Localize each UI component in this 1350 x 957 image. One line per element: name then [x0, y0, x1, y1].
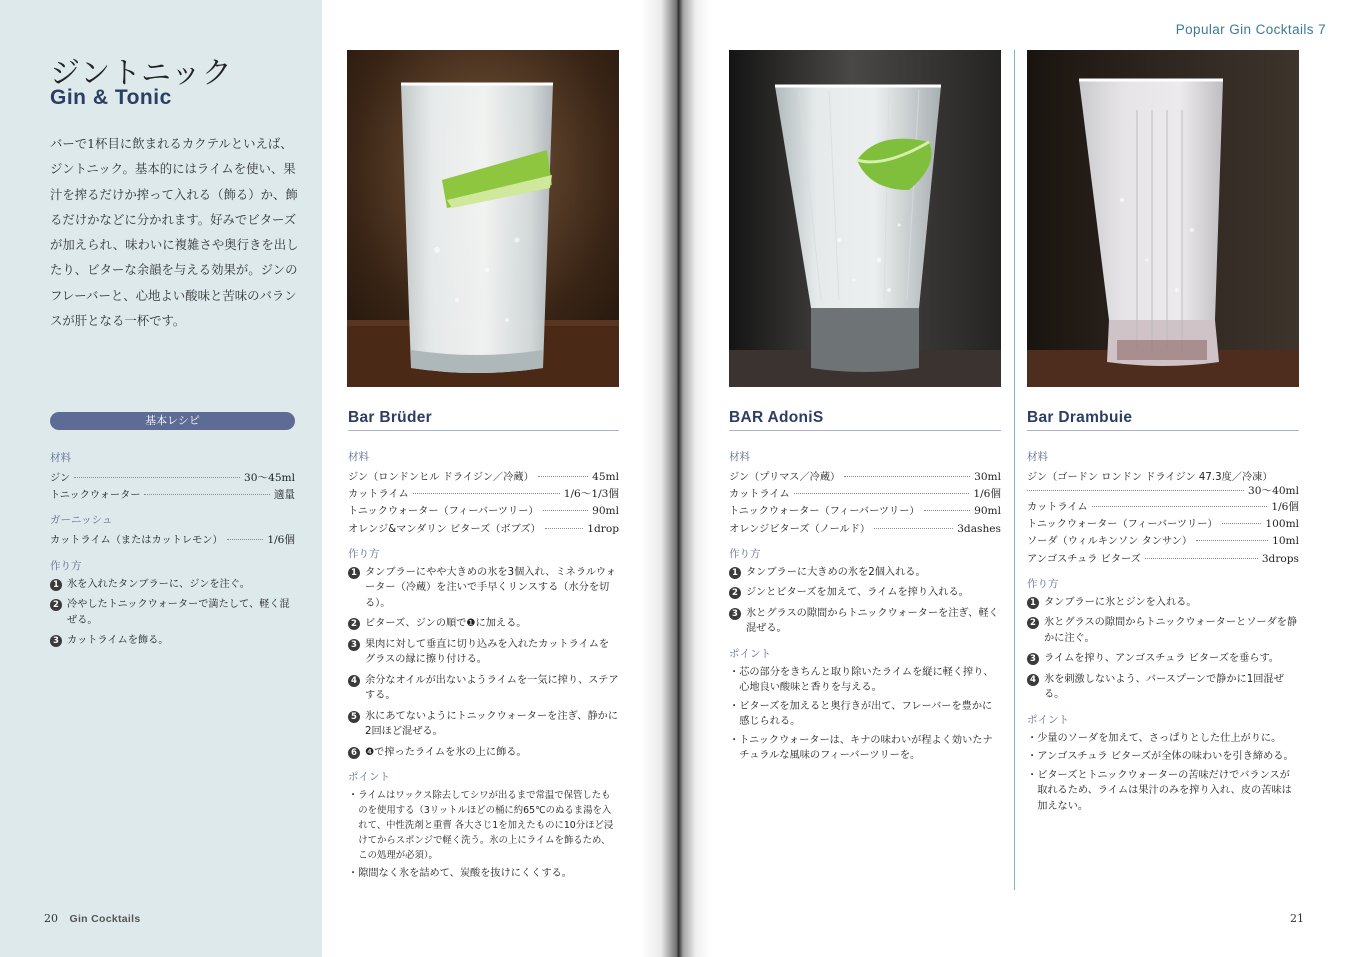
ingredients-heading: 材料	[50, 452, 71, 464]
ingredient-name: オレンジビターズ（ノールド）	[729, 523, 871, 535]
bar-name: Bar Brüder	[348, 409, 432, 426]
ingredient-row	[729, 520, 1001, 537]
ingredient-amount: 1/6個	[1271, 501, 1299, 513]
ingredient-name: ジン（プリマス／冷蔵）	[729, 472, 841, 483]
ingredient-name: オレンジ&マンダリン ビターズ（ボブズ）	[348, 523, 541, 535]
method-step	[729, 606, 1001, 637]
ingredient-amount: 30〜45ml	[244, 472, 295, 484]
ingredient-amount: 1/6個	[267, 534, 295, 547]
point-heading: ポイント	[348, 771, 390, 784]
divider	[1027, 430, 1299, 431]
intro-text: バーで1杯目に飲まれるカクテルといえば、ジントニック。基本的にはライムを使い、果汁を搾るだけか搾って入れる（飾る）か、飾るだけかなどに分かれます。好みでビターズが加えられ、味わいに複雑さや奥行きを出したり、ビターな余韻を与える効果が。ジンのフレーバーと、心地よい酸味と苦味のバランスが肝となる一杯です。	[50, 136, 299, 329]
garnish-heading: ガーニッシュ	[50, 514, 113, 527]
point-item: ・ 隙間なく氷を詰めて、炭酸を抜けにくくする。	[348, 866, 619, 882]
point-heading: ポイント	[729, 647, 771, 660]
cocktail-photo-bar-adonis	[729, 50, 1001, 387]
ingredient-amount: 1/6個	[973, 488, 1001, 501]
method-step	[348, 673, 619, 704]
point-text: 隙間なく氷を詰めて、炭酸を抜けにくくする。	[358, 868, 572, 880]
method-steps	[1027, 595, 1299, 703]
step-text: タンブラーにやや大きめの氷を3個入れ、ミネラルウォーター（冷蔵）を注いで手早くリンスする（水分を切る）。	[365, 566, 616, 609]
ingredient-amount: 10ml	[1272, 535, 1299, 548]
step-number: 2	[50, 599, 62, 611]
basic-recipe	[50, 450, 295, 654]
point-list	[1027, 731, 1299, 815]
step-number: 2	[729, 587, 741, 599]
leader-dots	[1092, 506, 1268, 507]
ingredient-amount: 適量	[273, 489, 295, 502]
cocktail-photo-bar-drambuie	[1027, 50, 1299, 387]
ingredient-name: カットライム	[348, 489, 409, 501]
page-number-right: 21	[1290, 912, 1304, 925]
ingredient-amount: 100ml	[1265, 518, 1299, 531]
method-step	[50, 577, 295, 593]
running-head: Popular Gin Cocktails 7	[1175, 22, 1326, 37]
ingredient-row	[729, 468, 1001, 485]
page-title-ja: ジントニック	[50, 56, 233, 91]
step-text: ビターズ、ジンの順で❶に加える。	[365, 618, 527, 630]
cocktail-photo-bar-bruder	[347, 50, 619, 387]
step-text: 氷とグラスの隙間からトニックウォーターを注ぎ、軽く混ぜる。	[746, 607, 999, 635]
point-text: ビターズとトニックウォーターの苦味だけでバランスが取れるため、ライムは果汁のみを搾り入れ、皮の苦味は加えない。	[1037, 769, 1292, 812]
method-step	[348, 745, 619, 761]
method-step	[348, 565, 619, 612]
point-item: ・ ビターズを加えると奥行きが出て、フレーバーを豊かに感じられる。	[729, 699, 1001, 730]
step-text: 氷にあてないようにトニックウォーターを注ぎ、静かに2回ほど混ぜる。	[365, 710, 619, 738]
point-item: ・ ライムはワックス除去してシワが出るまで常温で保管したものを使用する（3リットルほどの桶に約65℃のぬるま湯を入れて、中性洗剤と重曹 各大さじ1を加えたものに10分ほど浸けてからスポンジで軽く洗う。氷の上にライムを飾るため、この処理が必須）。	[348, 788, 619, 863]
ingredient-row	[50, 486, 295, 503]
ingredient-name: トニックウォーター（フィーバーツリー）	[348, 506, 539, 518]
leader-dots	[545, 528, 584, 529]
method-step	[1027, 595, 1299, 611]
page-number: 20	[44, 912, 58, 925]
ingredient-row	[1027, 515, 1299, 532]
ingredient-row	[1027, 532, 1299, 549]
step-text: ジンとビターズを加えて、ライムを搾り入れる。	[746, 587, 969, 599]
ingredient-name: ジン（ロンドンヒル ドライジン／冷蔵）	[348, 472, 534, 483]
step-number: 3	[729, 608, 741, 620]
step-number: 6	[348, 747, 360, 759]
ingredient-name: カットライム（またはカットレモン）	[50, 535, 223, 547]
step-text: タンブラーに大きめの氷を2個入れる。	[746, 566, 926, 578]
step-number: 3	[1027, 653, 1039, 665]
point-text: ビターズを加えると奥行きが出て、フレーバーを豊かに感じられる。	[739, 700, 993, 728]
step-text: ライムを搾り、アンゴスチュラ ビターズを垂らす。	[1044, 653, 1279, 665]
ingredient-row	[1027, 468, 1299, 498]
page-title-en: Gin & Tonic	[50, 86, 172, 109]
basic-recipe-label: 基本レシピ	[50, 412, 295, 430]
step-text: 余分なオイルが出ないようライムを一気に搾り、ステアする。	[365, 674, 619, 702]
ingredient-amount: 30ml	[974, 471, 1001, 483]
ingredient-row	[729, 502, 1001, 519]
leader-dots	[144, 494, 269, 495]
footer-label: Gin Cocktails	[69, 913, 141, 925]
leader-dots	[844, 476, 970, 477]
ingredient-row	[729, 485, 1001, 502]
leader-dots	[227, 539, 264, 540]
bar-name: Bar Drambuie	[1027, 409, 1133, 426]
ingredient-name: ジン	[50, 473, 71, 484]
leader-dots	[1027, 490, 1244, 491]
method-step	[1027, 672, 1299, 703]
leader-dots	[543, 510, 588, 511]
column-divider	[1014, 50, 1015, 890]
method-steps	[348, 565, 619, 761]
ingredient-amount: 90ml	[592, 505, 619, 518]
leader-dots	[413, 493, 560, 494]
ingredient-amount: 3drops	[1261, 552, 1299, 565]
step-number: 2	[348, 618, 360, 630]
leader-dots	[924, 510, 970, 511]
point-text: 芯の部分をきちんと取り除いたライムを縦に軽く搾り、心地良い酸味と香りを与える。	[739, 666, 994, 694]
ingredient-name: アンゴスチュラ ビターズ	[1027, 553, 1141, 565]
ingredient-amount: 1drop	[587, 522, 619, 535]
ingredient-row	[50, 469, 295, 486]
step-text: 冷やしたトニックウォーターで満たして、軽く混ぜる。	[67, 599, 290, 626]
ingredient-row	[348, 502, 619, 519]
step-number: 1	[50, 579, 62, 591]
ingredient-amount: 45ml	[592, 471, 619, 483]
point-text: トニックウォーターは、キナの味わいが程よく効いたナチュラルな風味のフィーバーツリーを。	[739, 734, 993, 762]
method-step	[729, 585, 1001, 601]
ingredient-amount: 1/6〜1/3個	[563, 488, 619, 501]
page-footer-left	[44, 912, 141, 925]
divider	[729, 430, 1001, 431]
method-step	[729, 565, 1001, 581]
ingredient-name: カットライム	[729, 489, 790, 501]
leader-dots	[794, 493, 970, 494]
ingredient-name: カットライム	[1027, 502, 1088, 513]
point-item: ・ ビターズとトニックウォーターの苦味だけでバランスが取れるため、ライムは果汁のみを搾り入れ、皮の苦味は加えない。	[1027, 768, 1299, 815]
ingredients-heading: 材料	[348, 451, 369, 463]
method-heading: 作り方	[729, 547, 761, 560]
bar-recipe-adonis	[729, 449, 1001, 767]
point-item: ・ 芯の部分をきちんと取り除いたライムを縦に軽く搾り、心地良い酸味と香りを与える。	[729, 665, 1001, 696]
method-heading: 作り方	[50, 559, 82, 572]
step-number: 1	[348, 567, 360, 579]
method-step	[1027, 615, 1299, 646]
bar-recipe-drambuie	[1027, 449, 1299, 817]
leader-dots	[74, 477, 240, 478]
ingredient-row	[1027, 550, 1299, 567]
leader-dots	[1196, 540, 1268, 541]
method-step	[348, 709, 619, 740]
ingredient-row	[1027, 498, 1299, 515]
method-step	[50, 633, 295, 649]
step-text: タンブラーに氷とジンを入れる。	[1044, 596, 1197, 608]
book-gutter-shadow	[640, 0, 710, 957]
point-list	[729, 665, 1001, 764]
ingredient-name: ジン（ゴードン ロンドン ドライジン 47.3度／冷凍）	[1027, 472, 1273, 483]
ingredient-row	[348, 468, 619, 485]
ingredients-heading: 材料	[729, 451, 750, 463]
ingredient-name: トニックウォーター（フィーバーツリー）	[729, 506, 920, 518]
point-list	[348, 788, 619, 882]
ingredient-name: トニックウォーター（フィーバーツリー）	[1027, 519, 1218, 531]
bar-recipe-bruder	[348, 449, 619, 885]
point-text: ライムはワックス除去してシワが出るまで常温で保管したものを使用する（3リットルほどの桶に約65℃のぬるま湯を入れて、中性洗剤と重曹 各大さじ1を加えたものに10分ほど浸けてからスポンジで軽く洗う。氷の上にライムを飾るため、この処理が必須）。	[358, 790, 614, 862]
method-heading: 作り方	[348, 547, 380, 560]
step-text: ❹で搾ったライムを氷の上に飾る。	[365, 746, 527, 758]
point-item: ・ トニックウォーターは、キナの味わいが程よく効いたナチュラルな風味のフィーバーツリーを。	[729, 733, 1001, 764]
step-number: 3	[50, 635, 62, 647]
step-number: 1	[1027, 597, 1039, 609]
ingredient-amount: 90ml	[974, 505, 1001, 518]
ingredient-row	[348, 485, 619, 502]
step-number: 3	[348, 639, 360, 651]
step-number: 4	[1027, 674, 1039, 686]
leader-dots	[538, 476, 588, 477]
step-text: 氷を刺激しないよう、バースプーンで静かに1回混ぜる。	[1044, 673, 1284, 701]
step-text: 果肉に対して垂直に切り込みを入れたカットライムをグラスの縁に擦り付ける。	[365, 638, 610, 666]
leader-dots	[874, 528, 953, 529]
point-text: 少量のソーダを加えて、さっぱりとした仕上がりに。	[1037, 732, 1282, 744]
ingredients-heading: 材料	[1027, 451, 1048, 463]
ingredient-name: トニックウォーター	[50, 490, 141, 502]
method-heading: 作り方	[1027, 577, 1059, 590]
ingredient-amount: 30〜40ml	[1248, 485, 1299, 497]
method-step	[348, 616, 619, 632]
step-text: カットライムを飾る。	[67, 635, 169, 647]
step-number: 5	[348, 711, 360, 723]
method-step	[1027, 651, 1299, 667]
method-step	[348, 637, 619, 668]
divider	[348, 430, 619, 431]
step-number: 2	[1027, 617, 1039, 629]
point-item: ・ 少量のソーダを加えて、さっぱりとした仕上がりに。	[1027, 731, 1299, 747]
method-step	[50, 597, 295, 628]
point-item: ・ アンゴスチュラ ビターズが全体の味わいを引き締める。	[1027, 749, 1299, 765]
step-number: 1	[729, 567, 741, 579]
method-steps	[729, 565, 1001, 637]
ingredient-name: ソーダ（ウィルキンソン タンサン）	[1027, 536, 1193, 548]
point-text: アンゴスチュラ ビターズが全体の味わいを引き締める。	[1037, 751, 1294, 763]
step-text: 氷を入れたタンブラーに、ジンを注ぐ。	[67, 578, 250, 590]
step-text: 氷とグラスの隙間からトニックウォーターとソーダを静かに注ぐ。	[1044, 617, 1298, 644]
method-steps	[50, 577, 295, 649]
ingredient-amount: 3dashes	[957, 522, 1001, 535]
sidebar-panel	[0, 0, 322, 957]
step-number: 4	[348, 675, 360, 687]
leader-dots	[1222, 523, 1262, 524]
bar-name: BAR AdoniS	[729, 409, 824, 426]
ingredient-row	[50, 531, 295, 548]
ingredient-row	[348, 520, 619, 537]
point-heading: ポイント	[1027, 713, 1069, 726]
leader-dots	[1145, 558, 1258, 559]
